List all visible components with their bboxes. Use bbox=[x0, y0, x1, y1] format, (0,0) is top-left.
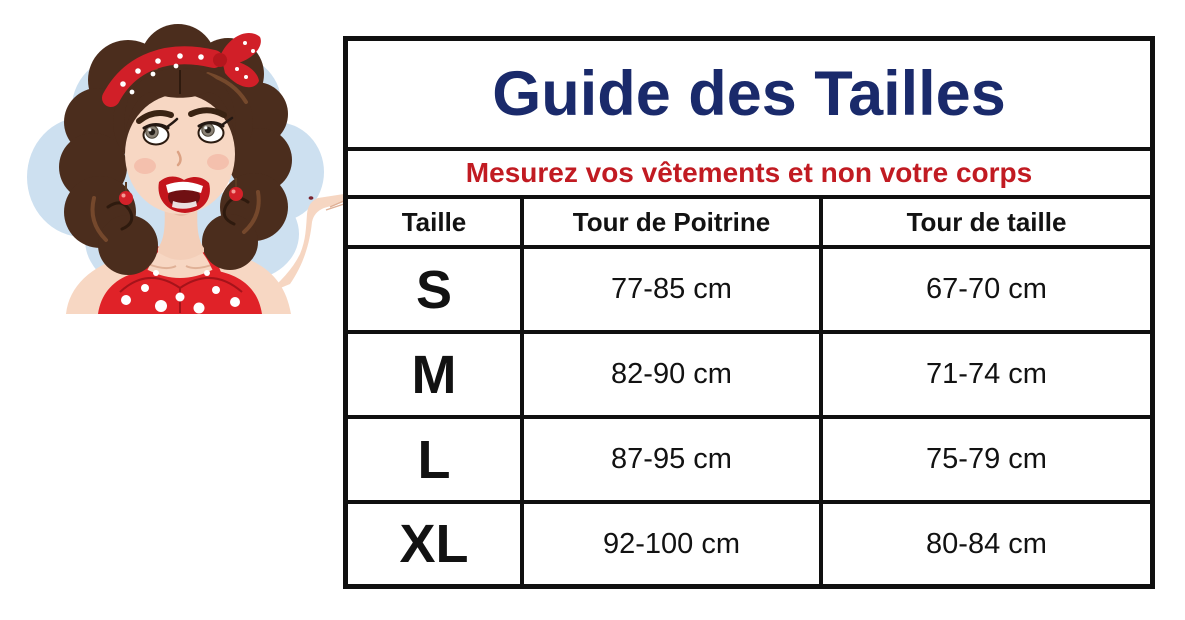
size-cell-s: S bbox=[348, 249, 520, 330]
pinup-woman-illustration bbox=[8, 2, 352, 314]
table-subtitle: Mesurez vos vêtements et non votre corps bbox=[348, 151, 1150, 195]
waist-cell-l: 75-79 cm bbox=[823, 419, 1150, 500]
column-header-tour-de-taille: Tour de taille bbox=[823, 199, 1150, 245]
size-cell-xl: XL bbox=[348, 504, 520, 584]
chest-cell-m: 82-90 cm bbox=[524, 334, 819, 415]
chest-cell-l: 87-95 cm bbox=[524, 419, 819, 500]
size-cell-l: L bbox=[348, 419, 520, 500]
size-guide-table bbox=[343, 36, 1155, 589]
column-header-taille: Taille bbox=[348, 199, 520, 245]
waist-cell-m: 71-74 cm bbox=[823, 334, 1150, 415]
chest-cell-xl: 92-100 cm bbox=[524, 504, 819, 584]
waist-cell-xl: 80-84 cm bbox=[823, 504, 1150, 584]
table-title: Guide des Tailles bbox=[348, 41, 1150, 147]
column-header-poitrine: Tour de Poitrine bbox=[524, 199, 819, 245]
chest-cell-s: 77-85 cm bbox=[524, 249, 819, 330]
size-cell-m: M bbox=[348, 334, 520, 415]
waist-cell-s: 67-70 cm bbox=[823, 249, 1150, 330]
